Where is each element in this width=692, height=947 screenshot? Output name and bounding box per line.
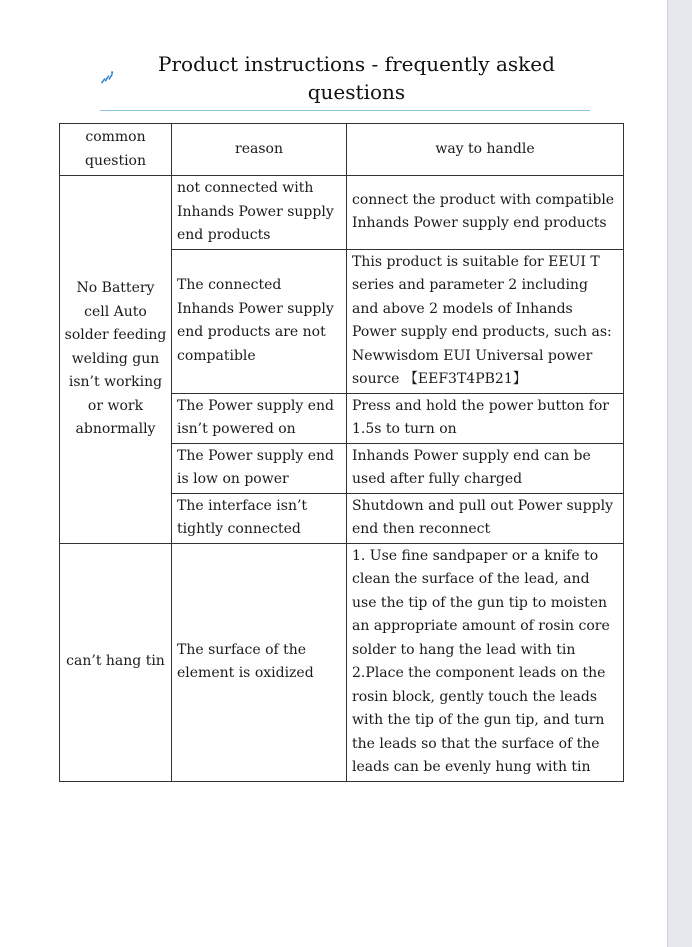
sparkle-icon	[100, 70, 115, 86]
header-way-to-handle: way to handle	[347, 124, 624, 176]
table-header-row	[60, 124, 624, 176]
handle-cell: connect the product with compatible Inhands Power supply end products	[347, 176, 624, 250]
question-cell: can’t hang tin	[60, 543, 172, 781]
handle-cell: Inhands Power supply end can be used after fully charged	[347, 443, 624, 493]
reason-cell: not connected with Inhands Power supply end products	[172, 176, 347, 250]
handle-cell: Shutdown and pull out Power supply end then reconnect	[347, 493, 624, 543]
reason-cell: The Power supply end is low on power	[172, 443, 347, 493]
header-common-question: common question	[60, 124, 172, 176]
handle-cell	[347, 543, 624, 781]
handle-cell: This product is suitable for EEUI T series and parameter 2 including and above 2 models of Inhands Power supply end products, such as: Newwisdom EUI Universal power source 【EEF3T4PB21】	[347, 249, 624, 393]
reason-cell: The connected Inhands Power supply end products are not compatible	[172, 249, 347, 393]
handle-step-1: 1. Use fine sandpaper or a knife to clean the surface of the lead, and use the tip of the gun tip to moisten an appropriate amount of rosin core solder to hang the lead with tin	[352, 547, 610, 658]
reason-cell: The interface isn’t tightly connected	[172, 493, 347, 543]
page-title: Product instructions - frequently asked questions	[158, 52, 555, 104]
header-reason: reason	[172, 124, 347, 176]
reason-cell: The Power supply end isn’t powered on	[172, 393, 347, 443]
handle-cell: Press and hold the power button for 1.5s to turn on	[347, 393, 624, 443]
reason-cell: The surface of the element is oxidized	[172, 543, 347, 781]
faq-table	[59, 123, 624, 782]
scrollbar[interactable]	[667, 0, 692, 947]
table-row	[60, 176, 624, 250]
question-cell: No Battery cell Auto solder feeding welding gun isn’t working or work abnormally	[60, 176, 172, 544]
page-header	[100, 50, 590, 111]
handle-step-2: 2.Place the component leads on the rosin block, gently touch the leads with the tip of the gun tip, and turn the leads so that the surface of the leads can be evenly hung with tin	[352, 665, 606, 775]
page-title-row	[100, 50, 590, 106]
table-row	[60, 543, 624, 781]
